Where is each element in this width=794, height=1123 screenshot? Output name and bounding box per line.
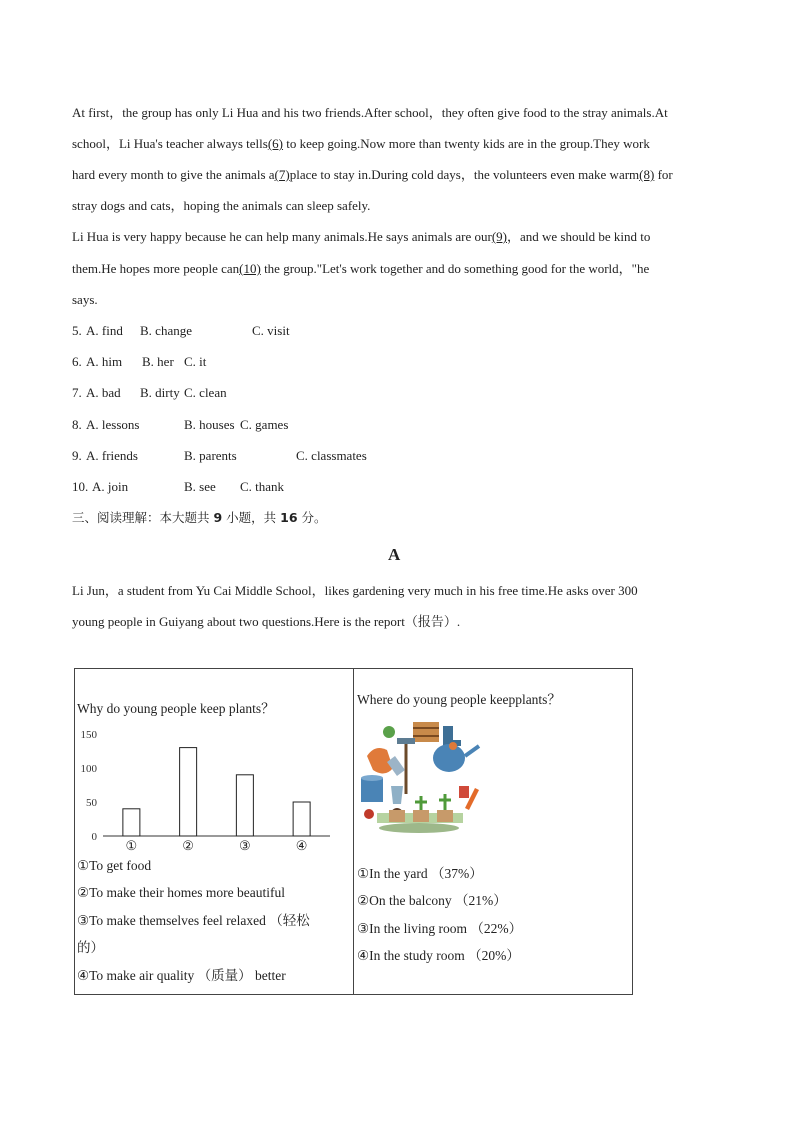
report-table (74, 668, 633, 995)
left-item-2: ②To make their homes more beautiful (77, 885, 285, 900)
intro-line: Li Jun，a student from Yu Cai Middle School，likes gardening very much in his free time.He asks over 300 (72, 583, 638, 598)
right-item-3: ③In the living room （22%） (357, 921, 523, 936)
question-7: 7. A. bad B. dirty C. clean (72, 385, 227, 400)
question-8: 8. A. lessons B. houses C. games (72, 417, 289, 432)
left-item-3-cont: 的） (77, 940, 104, 955)
table-divider (353, 669, 354, 994)
question-6: 6. A. him B. her C. it (72, 354, 207, 369)
left-item-1: ①To get food (77, 858, 152, 873)
passage-line: them.He hopes more people can(10) the group."Let's work together and do something good for the world，"he (72, 261, 650, 276)
right-item-4: ④In the study room （20%） (357, 948, 520, 963)
question-5: 5. A. find B. change C. visit (72, 323, 290, 338)
bar (236, 775, 253, 836)
bar (123, 809, 140, 836)
left-item-3: ③To make themselves feel relaxed （轻松 (77, 913, 310, 928)
part-title: A (388, 545, 401, 564)
passage-line: At first，the group has only Li Hua and his two friends.After school，they often give food to the stray animals.At (72, 105, 668, 120)
x-tick-label: ① (125, 838, 138, 853)
bar (180, 748, 197, 836)
passage-line: Li Hua is very happy because he can help many animals.He says animals are our(9)，and we should be kind to (72, 229, 651, 244)
question-9: 9. A. friends B. parents C. classmates (72, 448, 367, 463)
blank-6: (6) (267, 136, 284, 151)
right-question: Where do young people keepplants？ (357, 692, 561, 707)
left-question: Why do young people keep plants？ (77, 701, 275, 716)
y-tick-label: 0 (91, 831, 97, 843)
x-tick-label: ③ (239, 838, 251, 853)
blank-8: (8) (639, 167, 655, 182)
gardening-tools-icon (357, 716, 487, 846)
blank-10: (10) (239, 261, 261, 276)
blank-7: (7) (274, 167, 290, 182)
blank-9: (9) (491, 229, 507, 244)
passage-line: stray dogs and cats，hoping the animals can sleep safely. (72, 198, 371, 213)
bar (293, 802, 310, 836)
section-heading: 三、阅读理解：本大题共 9 小题，共 16 分。 (72, 510, 327, 525)
bar-chart (75, 724, 345, 854)
passage-line: hard every month to give the animals a(7)place to stay in.During cold days，the volunteers even make warm(8) for (72, 167, 673, 182)
left-item-4: ④To make air quality （质量） better (77, 968, 286, 983)
right-item-2: ②On the balcony （21%） (357, 893, 507, 908)
x-tick-label: ④ (295, 838, 308, 853)
passage-line: says. (72, 292, 98, 307)
x-tick-label: ② (182, 838, 194, 853)
passage-line: school，Li Hua's teacher always tells(6) to keep going.Now more than twenty kids are in the group.They work (72, 136, 650, 151)
y-tick-label: 100 (80, 763, 97, 775)
intro-line: young people in Guiyang about two questions.Here is the report（报告）. (72, 614, 461, 629)
question-10: 10. A. join B. see C. thank (72, 479, 285, 494)
y-tick-label: 150 (80, 729, 97, 741)
right-item-1: ①In the yard （37%） (357, 866, 483, 881)
y-tick-label: 50 (86, 797, 97, 809)
